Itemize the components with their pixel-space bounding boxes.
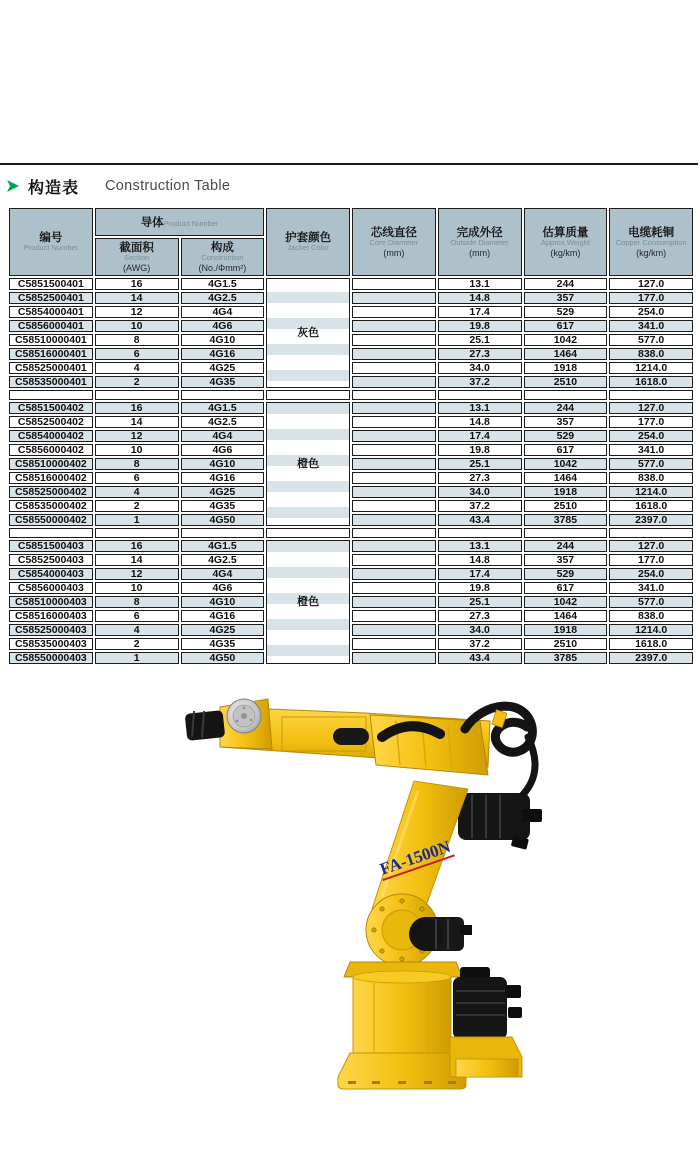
col-header-conductor: [95, 208, 265, 236]
product-number-cell: C58525000403: [9, 624, 93, 636]
construction-cell: 4G6: [181, 444, 265, 456]
product-number-cell: C5854000401: [9, 306, 93, 318]
approx-weight-cell: 617: [524, 320, 608, 332]
construction-table-header: [9, 208, 693, 276]
section-cell: 8: [95, 596, 179, 608]
section-cell: 12: [95, 430, 179, 442]
section-cell: 4: [95, 486, 179, 498]
approx-weight-cell: 2510: [524, 500, 608, 512]
core-diameter-cell: [352, 596, 436, 608]
construction-cell: 4G35: [181, 638, 265, 650]
header-label-en: Core Diameter: [369, 237, 419, 247]
separator-cell: [181, 390, 265, 400]
construction-cell: 4G25: [181, 362, 265, 374]
approx-weight-cell: 1918: [524, 362, 608, 374]
outside-diameter-cell: 37.2: [438, 500, 522, 512]
copper-consumption-cell: 177.0: [609, 554, 693, 566]
section-cell: 8: [95, 458, 179, 470]
core-diameter-cell: [352, 320, 436, 332]
section-cell: 12: [95, 306, 179, 318]
table-row: [9, 624, 693, 636]
approx-weight-cell: 244: [524, 278, 608, 290]
col-header-approx-weight: [524, 208, 608, 276]
product-number-cell: C5856000401: [9, 320, 93, 332]
section-cell: 4: [95, 362, 179, 374]
table-row: [9, 638, 693, 650]
copper-consumption-cell: 2397.0: [609, 652, 693, 664]
separator-cell: [266, 390, 350, 400]
outside-diameter-cell: 19.8: [438, 444, 522, 456]
table-row: [9, 348, 693, 360]
header-label-cn: 估算质量: [542, 226, 589, 239]
header-unit: (No./Φmm²): [198, 262, 247, 273]
table-row: [9, 596, 693, 608]
core-diameter-cell: [352, 306, 436, 318]
product-number-cell: C58525000401: [9, 362, 93, 374]
outside-diameter-cell: 19.8: [438, 320, 522, 332]
product-number-cell: C58550000402: [9, 514, 93, 526]
section-cell: 8: [95, 334, 179, 346]
section-cell: 1: [95, 514, 179, 526]
section-title-cn: 构造表: [28, 179, 80, 197]
table-row: [9, 402, 693, 414]
core-diameter-cell: [352, 348, 436, 360]
separator-cell: [181, 528, 265, 538]
separator-cell: [9, 528, 93, 538]
table-row: [9, 652, 693, 664]
product-number-cell: C58525000402: [9, 486, 93, 498]
copper-consumption-cell: 577.0: [609, 458, 693, 470]
copper-consumption-cell: 1214.0: [609, 486, 693, 498]
header-unit: (AWG): [123, 262, 151, 273]
section-cell: 10: [95, 582, 179, 594]
table-row: [9, 334, 693, 346]
approx-weight-cell: 529: [524, 568, 608, 580]
construction-table-body: [9, 278, 693, 664]
table-row: [9, 514, 693, 526]
section-cell: 6: [95, 472, 179, 484]
robot-lower-arm: [372, 781, 468, 917]
robot-model-label: FA-1500N: [377, 836, 453, 879]
separator-row: [9, 528, 693, 538]
construction-cell: 4G4: [181, 568, 265, 580]
copper-consumption-cell: 341.0: [609, 582, 693, 594]
table-row: [9, 306, 693, 318]
outside-diameter-cell: 13.1: [438, 540, 522, 552]
copper-consumption-cell: 341.0: [609, 444, 693, 456]
section-cell: 2: [95, 500, 179, 512]
construction-cell: 4G4: [181, 430, 265, 442]
core-diameter-cell: [352, 444, 436, 456]
table-row: [9, 500, 693, 512]
outside-diameter-cell: 27.3: [438, 472, 522, 484]
outside-diameter-cell: 34.0: [438, 486, 522, 498]
section-cell: 16: [95, 540, 179, 552]
header-unit: (kg/km): [636, 247, 667, 258]
section-cell: 12: [95, 568, 179, 580]
outside-diameter-cell: 13.1: [438, 278, 522, 290]
section-cell: 6: [95, 348, 179, 360]
construction-cell: 4G16: [181, 610, 265, 622]
separator-cell: [609, 528, 693, 538]
approx-weight-cell: 617: [524, 444, 608, 456]
copper-consumption-cell: 254.0: [609, 430, 693, 442]
section-cell: 16: [95, 278, 179, 290]
separator-cell: [352, 390, 436, 400]
approx-weight-cell: 2510: [524, 376, 608, 388]
section-cell: 1: [95, 652, 179, 664]
approx-weight-cell: 1464: [524, 348, 608, 360]
approx-weight-cell: 357: [524, 554, 608, 566]
product-number-cell: C58550000403: [9, 652, 93, 664]
construction-cell: 4G1.5: [181, 540, 265, 552]
approx-weight-cell: 1464: [524, 472, 608, 484]
outside-diameter-cell: 25.1: [438, 334, 522, 346]
green-arrow-icon: [6, 179, 20, 193]
approx-weight-cell: 529: [524, 306, 608, 318]
product-number-cell: C5856000403: [9, 582, 93, 594]
core-diameter-cell: [352, 568, 436, 580]
copper-consumption-cell: 577.0: [609, 334, 693, 346]
construction-cell: 4G1.5: [181, 402, 265, 414]
robot-base-motor: [450, 967, 522, 1077]
robot-arm-illustration: [160, 685, 570, 1100]
separator-cell: [524, 528, 608, 538]
copper-consumption-cell: 177.0: [609, 416, 693, 428]
product-number-cell: C5856000402: [9, 444, 93, 456]
jacket-color-cell: 橙色: [266, 402, 350, 526]
col-header-product-number: [9, 208, 93, 276]
core-diameter-cell: [352, 334, 436, 346]
core-diameter-cell: [352, 486, 436, 498]
core-diameter-cell: [352, 554, 436, 566]
outside-diameter-cell: 43.4: [438, 514, 522, 526]
construction-cell: 4G50: [181, 514, 265, 526]
separator-cell: [352, 528, 436, 538]
header-label-cn: 编号: [39, 232, 63, 244]
header-label-cn: 护套颜色: [285, 232, 332, 244]
table-row: [9, 610, 693, 622]
construction-cell: 4G50: [181, 652, 265, 664]
header-label-en: Construction: [201, 252, 244, 262]
header-label-en: Product Number: [163, 219, 219, 228]
construction-cell: 4G35: [181, 500, 265, 512]
header-label-cn: 芯线直径: [370, 226, 417, 239]
separator-cell: [438, 528, 522, 538]
approx-weight-cell: 244: [524, 540, 608, 552]
approx-weight-cell: 1042: [524, 334, 608, 346]
table-row: [9, 362, 693, 374]
outside-diameter-cell: 17.4: [438, 430, 522, 442]
approx-weight-cell: 357: [524, 416, 608, 428]
approx-weight-cell: 1918: [524, 624, 608, 636]
product-number-cell: C58510000403: [9, 596, 93, 608]
section-cell: 6: [95, 610, 179, 622]
construction-cell: 4G2.5: [181, 554, 265, 566]
approx-weight-cell: 529: [524, 430, 608, 442]
product-number-cell: C5851500402: [9, 402, 93, 414]
copper-consumption-cell: 127.0: [609, 402, 693, 414]
core-diameter-cell: [352, 278, 436, 290]
table-row: [9, 568, 693, 580]
col-header-copper-consumption: [609, 208, 693, 276]
outside-diameter-cell: 25.1: [438, 458, 522, 470]
product-number-cell: C58516000402: [9, 472, 93, 484]
separator-cell: [524, 390, 608, 400]
core-diameter-cell: [352, 402, 436, 414]
outside-diameter-cell: 34.0: [438, 362, 522, 374]
product-number-cell: C58535000402: [9, 500, 93, 512]
copper-consumption-cell: 254.0: [609, 568, 693, 580]
construction-table: [7, 206, 695, 666]
outside-diameter-cell: 37.2: [438, 376, 522, 388]
approx-weight-cell: 1918: [524, 486, 608, 498]
table-row: [9, 486, 693, 498]
separator-cell: [609, 390, 693, 400]
product-number-cell: C5852500401: [9, 292, 93, 304]
robot-wrist-endcap: [185, 710, 226, 741]
copper-consumption-cell: 341.0: [609, 320, 693, 332]
robot-photo: [160, 685, 570, 1100]
core-diameter-cell: [352, 624, 436, 636]
separator-cell: [266, 528, 350, 538]
product-number-cell: C5854000402: [9, 430, 93, 442]
core-diameter-cell: [352, 292, 436, 304]
product-number-cell: C5854000403: [9, 568, 93, 580]
copper-consumption-cell: 1214.0: [609, 624, 693, 636]
separator-cell: [438, 390, 522, 400]
section-cell: 2: [95, 638, 179, 650]
header-label-cn: 导体: [140, 217, 164, 229]
approx-weight-cell: 617: [524, 582, 608, 594]
section-cell: 2: [95, 376, 179, 388]
construction-cell: 4G6: [181, 582, 265, 594]
outside-diameter-cell: 14.8: [438, 416, 522, 428]
copper-consumption-cell: 177.0: [609, 292, 693, 304]
core-diameter-cell: [352, 362, 436, 374]
approx-weight-cell: 1464: [524, 610, 608, 622]
section-cell: 10: [95, 444, 179, 456]
copper-consumption-cell: 838.0: [609, 348, 693, 360]
col-header-construction: [181, 238, 265, 276]
header-label-cn: 完成外径: [456, 226, 503, 239]
robot-shoulder-joint: [366, 894, 472, 966]
approx-weight-cell: 3785: [524, 652, 608, 664]
copper-consumption-cell: 1214.0: [609, 362, 693, 374]
robot-upper-motor: [458, 793, 542, 850]
copper-consumption-cell: 1618.0: [609, 500, 693, 512]
col-header-jacket-color: [266, 208, 350, 276]
approx-weight-cell: 357: [524, 292, 608, 304]
section-cell: 16: [95, 402, 179, 414]
product-number-cell: C58510000402: [9, 458, 93, 470]
outside-diameter-cell: 17.4: [438, 568, 522, 580]
header-label-cn: 构成: [210, 241, 234, 254]
header-unit: (mm): [469, 247, 491, 258]
outside-diameter-cell: 27.3: [438, 610, 522, 622]
core-diameter-cell: [352, 376, 436, 388]
section-title: [6, 177, 230, 195]
header-unit: (mm): [383, 247, 405, 258]
construction-cell: 4G10: [181, 334, 265, 346]
construction-cell: 4G35: [181, 376, 265, 388]
header-label-en: Approx.Weight: [540, 237, 590, 247]
core-diameter-cell: [352, 582, 436, 594]
table-row: [9, 554, 693, 566]
product-number-cell: C5852500403: [9, 554, 93, 566]
table-row: [9, 416, 693, 428]
outside-diameter-cell: 19.8: [438, 582, 522, 594]
product-number-cell: C5851500403: [9, 540, 93, 552]
approx-weight-cell: 244: [524, 402, 608, 414]
core-diameter-cell: [352, 638, 436, 650]
outside-diameter-cell: 34.0: [438, 624, 522, 636]
copper-consumption-cell: 577.0: [609, 596, 693, 608]
core-diameter-cell: [352, 500, 436, 512]
construction-cell: 4G2.5: [181, 292, 265, 304]
construction-cell: 4G16: [181, 348, 265, 360]
outside-diameter-cell: 25.1: [438, 596, 522, 608]
copper-consumption-cell: 1618.0: [609, 638, 693, 650]
section-title-en: Construction Table: [105, 178, 231, 194]
core-diameter-cell: [352, 514, 436, 526]
table-row: [9, 540, 693, 552]
table-row: [9, 472, 693, 484]
construction-cell: 4G16: [181, 472, 265, 484]
core-diameter-cell: [352, 652, 436, 664]
outside-diameter-cell: 43.4: [438, 652, 522, 664]
construction-cell: 4G10: [181, 458, 265, 470]
outside-diameter-cell: 14.8: [438, 554, 522, 566]
col-header-core-diameter: [352, 208, 436, 276]
product-number-cell: C58510000401: [9, 334, 93, 346]
section-cell: 4: [95, 624, 179, 636]
copper-consumption-cell: 1618.0: [609, 376, 693, 388]
outside-diameter-cell: 13.1: [438, 402, 522, 414]
approx-weight-cell: 1042: [524, 458, 608, 470]
core-diameter-cell: [352, 458, 436, 470]
col-header-section: [95, 238, 179, 276]
product-number-cell: C5852500402: [9, 416, 93, 428]
core-diameter-cell: [352, 610, 436, 622]
approx-weight-cell: 3785: [524, 514, 608, 526]
construction-cell: 4G25: [181, 624, 265, 636]
copper-consumption-cell: 838.0: [609, 610, 693, 622]
construction-cell: 4G2.5: [181, 416, 265, 428]
header-label-en: Outside Diameter: [450, 237, 509, 247]
section-cell: 14: [95, 292, 179, 304]
outside-diameter-cell: 27.3: [438, 348, 522, 360]
header-label-en: Copper Consumption: [615, 237, 687, 247]
core-diameter-cell: [352, 416, 436, 428]
table-row: [9, 292, 693, 304]
product-number-cell: C58535000401: [9, 376, 93, 388]
product-number-cell: C5851500401: [9, 278, 93, 290]
copper-consumption-cell: 127.0: [609, 540, 693, 552]
header-label-en: Jacket Color: [287, 243, 329, 252]
outside-diameter-cell: 37.2: [438, 638, 522, 650]
outside-diameter-cell: 17.4: [438, 306, 522, 318]
product-number-cell: C58516000401: [9, 348, 93, 360]
header-label-cn: 电缆耗铜: [628, 226, 675, 239]
header-label-cn: 截面积: [119, 241, 154, 254]
section-cell: 14: [95, 554, 179, 566]
construction-cell: 4G1.5: [181, 278, 265, 290]
construction-cell: 4G10: [181, 596, 265, 608]
core-diameter-cell: [352, 430, 436, 442]
jacket-color-cell: 橙色: [266, 540, 350, 664]
robot-base: [338, 962, 466, 1089]
copper-consumption-cell: 127.0: [609, 278, 693, 290]
header-label-en: Section: [124, 252, 150, 262]
table-row: [9, 458, 693, 470]
construction-cell: 4G4: [181, 306, 265, 318]
separator-cell: [9, 390, 93, 400]
product-number-cell: C58516000403: [9, 610, 93, 622]
copper-consumption-cell: 2397.0: [609, 514, 693, 526]
header-unit: (kg/km): [550, 247, 581, 258]
outside-diameter-cell: 14.8: [438, 292, 522, 304]
table-row: [9, 320, 693, 332]
core-diameter-cell: [352, 540, 436, 552]
construction-cell: 4G6: [181, 320, 265, 332]
approx-weight-cell: 2510: [524, 638, 608, 650]
col-header-outside-diameter: [438, 208, 522, 276]
copper-consumption-cell: 254.0: [609, 306, 693, 318]
table-row: [9, 430, 693, 442]
separator-cell: [95, 528, 179, 538]
top-divider-rule: [0, 163, 698, 165]
header-label-en: Product Number: [23, 243, 79, 252]
separator-row: [9, 390, 693, 400]
construction-cell: 4G25: [181, 486, 265, 498]
copper-consumption-cell: 838.0: [609, 472, 693, 484]
table-row: [9, 376, 693, 388]
approx-weight-cell: 1042: [524, 596, 608, 608]
product-number-cell: C58535000403: [9, 638, 93, 650]
section-cell: 14: [95, 416, 179, 428]
core-diameter-cell: [352, 472, 436, 484]
section-cell: 10: [95, 320, 179, 332]
table-row: [9, 444, 693, 456]
table-row: [9, 278, 693, 290]
separator-cell: [95, 390, 179, 400]
jacket-color-cell: 灰色: [266, 278, 350, 388]
table-row: [9, 582, 693, 594]
